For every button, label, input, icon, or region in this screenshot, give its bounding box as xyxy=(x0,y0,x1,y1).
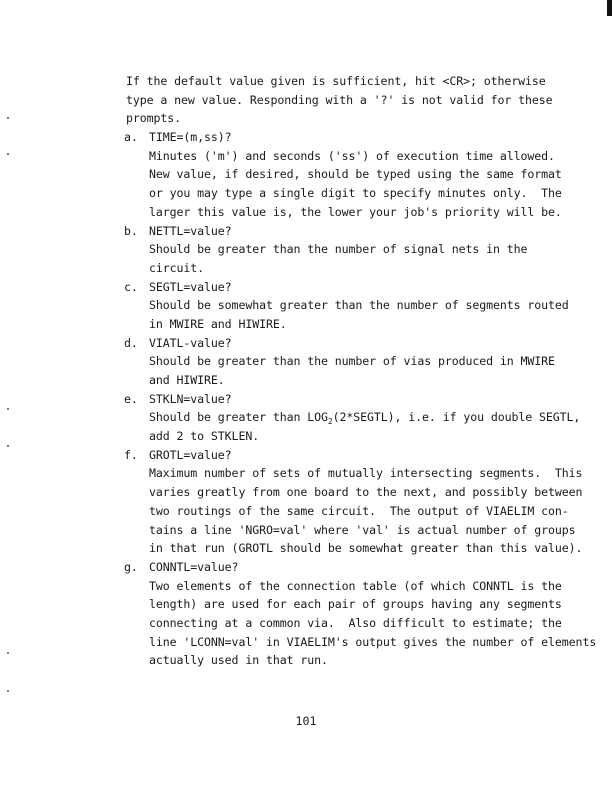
item-prompt: GROTL=value? xyxy=(149,447,232,462)
item-prompt: CONNTL=value? xyxy=(149,559,239,574)
margin-speck xyxy=(7,652,9,654)
list-item-time xyxy=(126,128,586,221)
subscript: 2 xyxy=(327,417,333,427)
item-letter: e. xyxy=(124,391,138,406)
text-line: connecting at a common via. Also difficult to estimate; the xyxy=(149,615,562,630)
list-item-conntl xyxy=(124,558,597,670)
list-item-viatl xyxy=(126,334,586,390)
list-item-nettl xyxy=(126,222,586,278)
list-item-grotl xyxy=(126,446,586,558)
text-line: If the default value given is sufficient, hit <CR>; otherwise xyxy=(126,74,546,88)
item-letter: a. xyxy=(124,130,138,145)
text-line: or you may type a single digit to specify minutes only. The xyxy=(149,186,562,201)
text-line: type a new value. Responding with a '?' is not valid for these xyxy=(126,92,553,107)
text-segment: (2*SEGTL), i.e. if you double SEGTL, xyxy=(332,410,581,425)
margin-speck xyxy=(7,408,9,410)
text-line: actually used in that run. xyxy=(149,653,328,668)
margin-speck xyxy=(7,117,9,119)
text-line: New value, if desired, should be typed using the same format xyxy=(149,167,562,182)
item-prompt: SEGTL=value? xyxy=(149,279,232,294)
body-text xyxy=(124,72,597,670)
text-line: tains a line 'NGRO=val' where 'val' is actual number of groups xyxy=(149,522,576,537)
item-letter: b. xyxy=(124,223,138,238)
margin-speck xyxy=(7,445,9,447)
margin-speck xyxy=(7,153,9,155)
text-line: Should be somewhat greater than the number of segments routed xyxy=(149,298,569,313)
text-line: Should be greater than the number of signal nets in the xyxy=(149,242,528,257)
list-item-segtl xyxy=(126,278,586,334)
item-prompt: STKLN=value? xyxy=(149,391,232,406)
text-line: in MWIRE and HIWIRE. xyxy=(149,316,287,331)
text-line xyxy=(149,408,586,427)
scan-corner-mark xyxy=(607,0,612,16)
text-line: and HIWIRE. xyxy=(149,373,225,387)
text-segment: Should be greater than LOG xyxy=(149,410,328,425)
text-line: larger this value is, the lower your job's priority will be. xyxy=(149,204,562,219)
text-line: Should be greater than the number of vias produced in MWIRE xyxy=(149,354,555,369)
item-prompt: TIME=(m,ss)? xyxy=(149,130,232,145)
text-segment: add 2 to STKLEN. xyxy=(149,429,260,444)
text-line: varies greatly from one board to the next, and possibly between xyxy=(149,485,583,500)
text-line: in that run (GROTL should be somewhat greater than this value). xyxy=(149,541,583,556)
text-line: line 'LCONN=val' in VIAELIM's output gives the number of elements xyxy=(149,634,597,649)
list-item-stkln xyxy=(126,390,586,446)
text-line: prompts. xyxy=(126,111,182,126)
text-line xyxy=(149,427,586,446)
item-letter: c. xyxy=(124,279,138,294)
page-number: 101 xyxy=(295,714,317,728)
item-prompt: VIATL-value? xyxy=(149,335,232,350)
text-line: Two elements of the connection table (of which CONNTL is the xyxy=(149,578,562,593)
item-letter: d. xyxy=(124,335,138,350)
text-line: Minutes ('m') and seconds ('ss') of execution time allowed. xyxy=(149,148,555,163)
text-line: two routings of the same circuit. The output of VIAELIM con- xyxy=(149,503,569,518)
item-prompt: NETTL=value? xyxy=(149,223,232,238)
margin-speck xyxy=(7,690,9,692)
text-line: Maximum number of sets of mutually intersecting segments. This xyxy=(149,466,583,481)
item-letter: g. xyxy=(124,559,138,574)
item-letter: f. xyxy=(124,447,138,462)
intro-paragraph xyxy=(126,72,586,128)
text-line: length) are used for each pair of groups having any segments xyxy=(149,597,562,612)
text-line: circuit. xyxy=(149,260,205,275)
